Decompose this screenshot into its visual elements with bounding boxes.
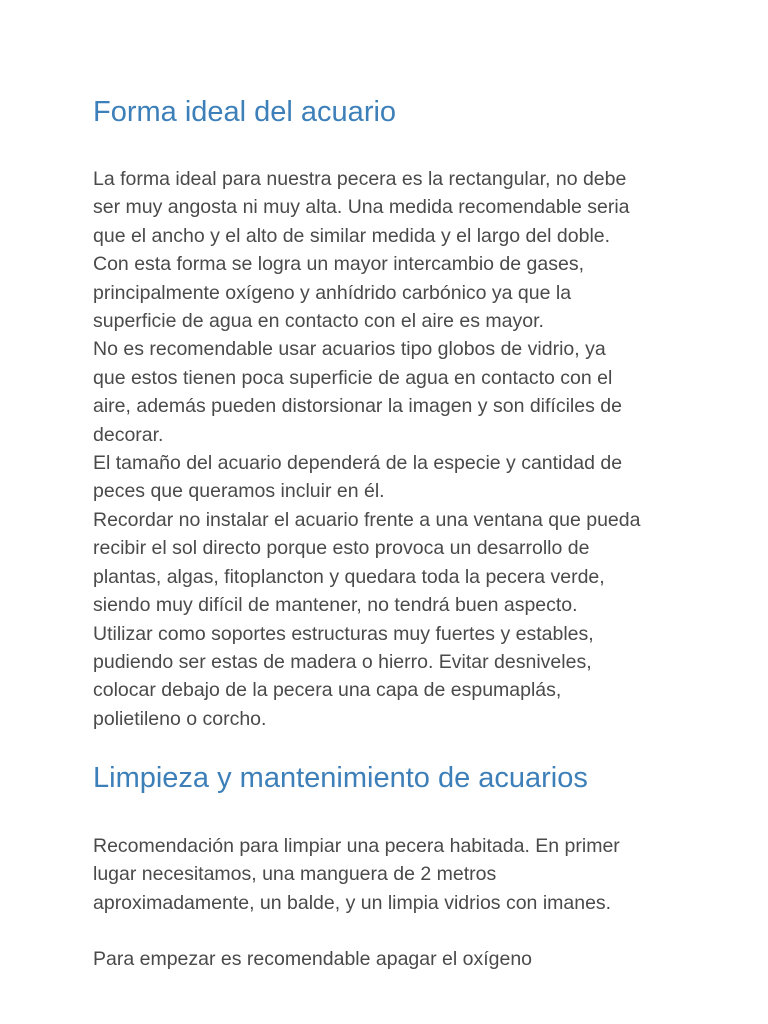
text-line: Recomendación para limpiar una pecera habitada. En primer <box>93 835 620 857</box>
section-heading-limpieza: Limpieza y mantenimiento de acuarios <box>93 762 588 794</box>
text-line: que estos tienen poca superficie de agua en contacto con el <box>93 366 613 389</box>
text-line: polietileno o corcho. <box>93 707 267 730</box>
text-line: plantas, algas, fitoplancton y quedara toda la pecera verde, <box>93 565 605 588</box>
paragraph-limpieza-inicio <box>93 945 693 973</box>
text-line: aire, además pueden distorsionar la imagen y son difíciles de <box>93 395 622 418</box>
text-line: principalmente oxígeno y anhídrido carbónico ya que la <box>93 281 572 304</box>
text-line: recibir el sol directo porque esto provoca un desarrollo de <box>93 537 590 560</box>
text-line: decorar. <box>93 423 164 446</box>
section-heading-forma-ideal: Forma ideal del acuario <box>93 96 397 128</box>
text-line: El tamaño del acuario dependerá de la especie y cantidad de <box>93 452 623 475</box>
text-line: colocar debajo de la pecera una capa de espumaplás, <box>93 679 562 702</box>
text-line: aproximadamente, un balde, y un limpia vidrios con imanes. <box>93 891 612 914</box>
paragraph-forma-ideal <box>93 165 693 733</box>
text-line: No es recomendable usar acuarios tipo globos de vidrio, ya <box>93 338 606 361</box>
text-line: Para empezar es recomendable apagar el oxígeno <box>93 948 533 970</box>
text-line: siendo muy difícil de mantener, no tendrá buen aspecto. <box>93 594 578 617</box>
text-line: pudiendo ser estas de madera o hierro. Evitar desniveles, <box>93 650 592 673</box>
text-line: Recordar no instalar el acuario frente a una ventana que pueda <box>93 508 641 531</box>
text-line: superficie de agua en contacto con el aire es mayor. <box>93 310 544 333</box>
text-line: ser muy angosta ni muy alta. Una medida recomendable seria <box>93 196 630 219</box>
text-line: La forma ideal para nuestra pecera es la rectangular, no debe <box>93 168 627 190</box>
paragraph-limpieza-intro <box>93 832 693 917</box>
text-line: que el ancho y el alto de similar medida y el largo del doble. <box>93 224 611 247</box>
text-line: Con esta forma se logra un mayor intercambio de gases, <box>93 253 584 276</box>
text-line: Utilizar como soportes estructuras muy fuertes y estables, <box>93 622 594 645</box>
text-line: lugar necesitamos, una manguera de 2 metros <box>93 863 497 886</box>
text-line: peces que queramos incluir en él. <box>93 480 385 503</box>
